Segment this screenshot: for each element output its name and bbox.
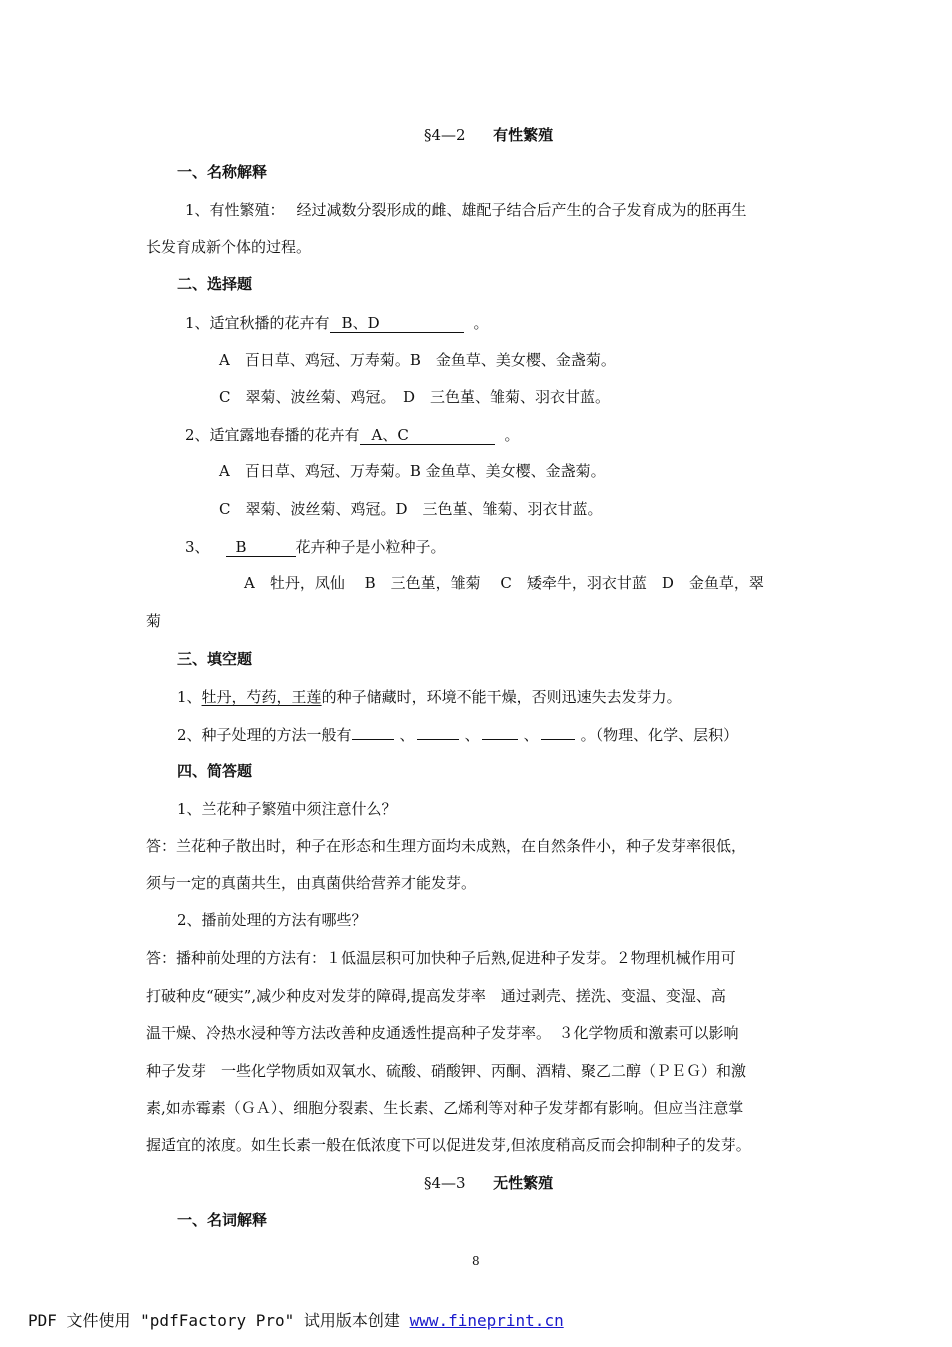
question-text: 2、种子处理的方法一般有 <box>177 726 352 744</box>
heading-choice: 二、选择题 <box>177 275 253 293</box>
section-number: §4—3 <box>424 1174 466 1192</box>
answer-blank <box>482 724 518 740</box>
separator: 、 <box>399 726 415 744</box>
separator: 、 <box>523 726 539 744</box>
heading-short-answer: 四、简答题 <box>177 762 253 780</box>
fill-question-1 <box>177 687 682 707</box>
answer-2-line-3: 温干燥、冷热水浸种等方法改善种皮通透性提高种子发芽率。 ３化学物质和激素可以影响 <box>146 1024 739 1042</box>
choice-q1-options-cd: C 翠菊、波丝菊、鸡冠。 D 三色堇、雏菊、羽衣甘蓝。 <box>219 388 611 406</box>
short-question-2: 2、播前处理的方法有哪些？ <box>177 911 367 929</box>
answer-2-line-1: 答：播种前处理的方法有：１低温层积可加快种子后熟,促进种子发芽。２物理机械作用可 <box>146 949 736 967</box>
question-suffix: 。（物理、化学、层积） <box>580 726 739 744</box>
question-text: 花卉种子是小粒种子。 <box>295 538 446 556</box>
fill-question-2 <box>177 724 738 745</box>
footer-text: PDF 文件使用 "pdfFactory Pro" 试用版本创建 <box>28 1311 400 1330</box>
choice-q3-options-continued: 菊 <box>146 612 162 630</box>
question-text: 1、适宜秋播的花卉有 <box>185 314 330 332</box>
question-text: 的种子储藏时，环境不能干燥，否则迅速失去发芽力。 <box>321 688 682 706</box>
answer-2-line-2: 打破种皮“硬实”,减少种皮对发芽的障碍,提高发芽率 通过剥壳、搓洗、变温、变湿、高 <box>146 987 726 1005</box>
section-name: 有性繁殖 <box>493 126 554 144</box>
page-number: 8 <box>472 1254 480 1268</box>
answer-blank: B、D <box>330 315 464 333</box>
definition-line-2: 长发育成新个体的过程。 <box>146 238 312 256</box>
question-text: 2、适宜露地春播的花卉有 <box>185 426 360 444</box>
definition-text: 经过减数分裂形成的雌、雄配子结合后产生的合子发育成为的胚再生 <box>296 201 747 219</box>
answer-underlined: 牡丹，芍药，王莲 <box>201 688 322 706</box>
answer-2-line-4: 种子发芽 一些化学物质如双氧水、硫酸、硝酸钾、丙酮、酒精、聚乙二醇（ＰＥＧ）和激 <box>146 1062 747 1080</box>
question-number: 1、 <box>177 688 202 706</box>
question-suffix: 。 <box>504 426 520 444</box>
section-name: 无性繁殖 <box>493 1174 554 1192</box>
answer-blank <box>352 724 394 740</box>
choice-question-1 <box>185 313 489 333</box>
definition-term: 1、有性繁殖： <box>185 201 285 219</box>
answer-1-line-2: 须与一定的真菌共生，由真菌供给营养才能发芽。 <box>146 874 477 892</box>
footer-link[interactable]: www.fineprint.cn <box>409 1311 564 1330</box>
answer-2-line-5: 素,如赤霉素（ＧＡ）、细胞分裂素、生长素、乙烯利等对种子发芽都有影响。但应当注意掌 <box>146 1099 744 1117</box>
choice-question-2 <box>185 425 520 445</box>
short-question-1: 1、兰花种子繁殖中须注意什么？ <box>177 800 397 818</box>
section-title-2 <box>424 1173 553 1193</box>
answer-1-line-1: 答：兰花种子散出时，种子在形态和生理方面均未成熟，在自然条件小，种子发芽率很低， <box>146 837 747 855</box>
heading-terms: 一、名词解释 <box>177 1211 268 1229</box>
heading-fill-blank: 三、填空题 <box>177 650 253 668</box>
answer-blank <box>541 724 575 740</box>
choice-question-3 <box>185 537 446 557</box>
question-number: 3、 <box>185 538 210 556</box>
answer-2-line-6: 握适宜的浓度。如生长素一般在低浓度下可以促进发芽,但浓度稍高反而会抑制种子的发芽。 <box>146 1136 751 1154</box>
section-number: §4—2 <box>424 126 466 144</box>
answer-blank: B <box>226 539 296 557</box>
choice-q3-options: A 牡丹，凤仙 B 三色堇，雏菊 C 矮牵牛，羽衣甘蓝 D 金鱼草，翠 <box>244 574 764 592</box>
answer-blank: A、C <box>360 427 495 445</box>
choice-q2-options-ab: A 百日草、鸡冠、万寿菊。B 金鱼草、美女樱、金盏菊。 <box>219 462 606 480</box>
section-title <box>424 125 553 145</box>
definition-line-1 <box>185 200 747 220</box>
question-suffix: 。 <box>473 314 489 332</box>
answer-blank <box>417 724 459 740</box>
choice-q2-options-cd: C 翠菊、波丝菊、鸡冠。D 三色堇、雏菊、羽衣甘蓝。 <box>219 500 603 518</box>
choice-q1-options-ab: A 百日草、鸡冠、万寿菊。B 金鱼草、美女樱、金盏菊。 <box>219 351 616 369</box>
separator: 、 <box>464 726 480 744</box>
heading-definitions: 一、名称解释 <box>177 163 268 181</box>
pdf-footer <box>28 1311 564 1331</box>
